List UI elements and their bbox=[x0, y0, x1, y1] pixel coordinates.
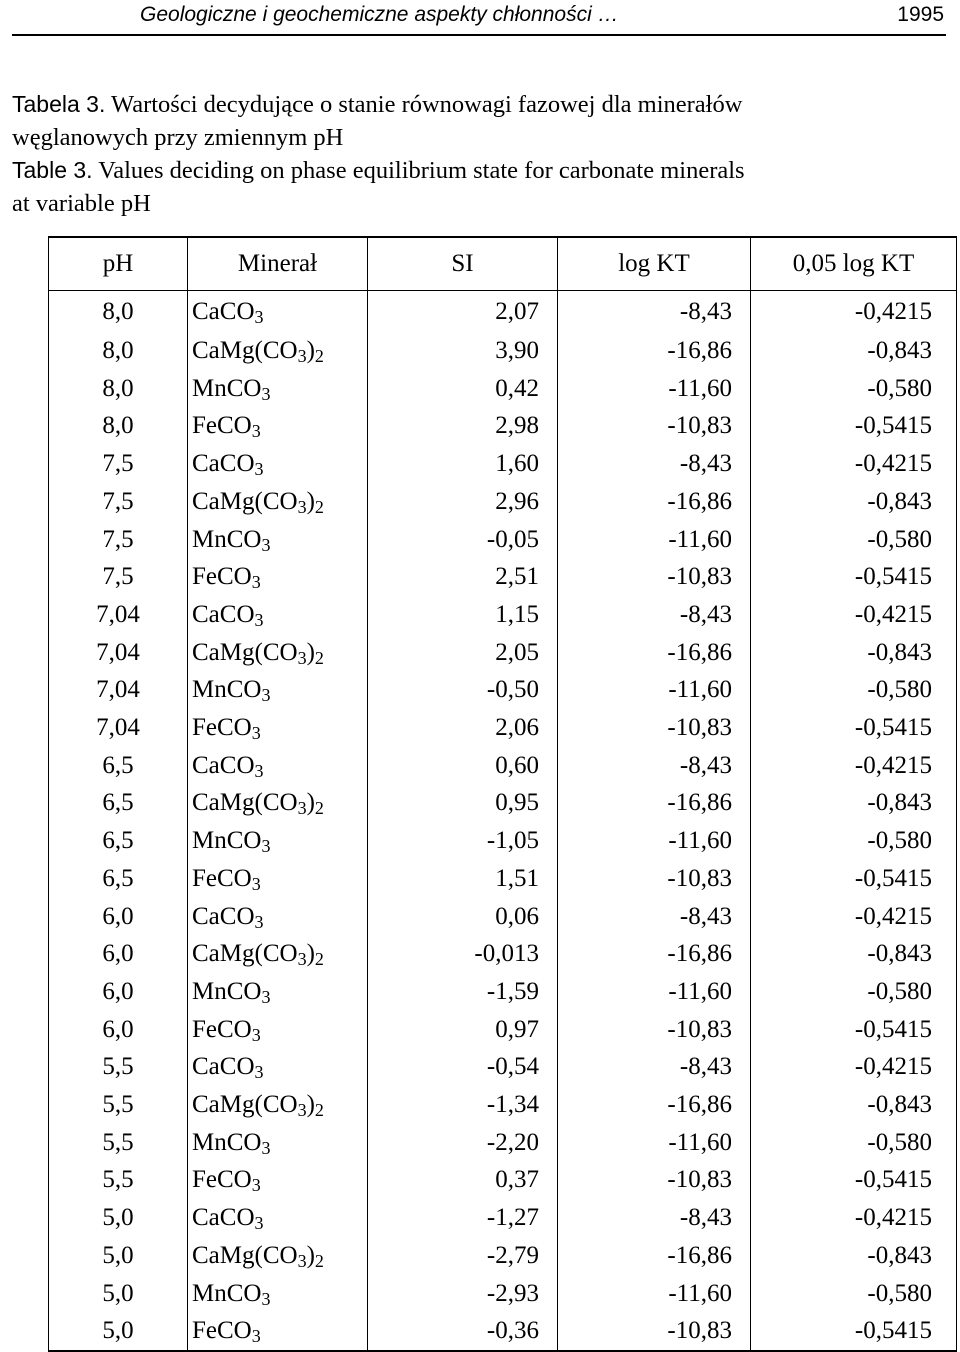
cell-005-log-kt: -0,580 bbox=[751, 1124, 957, 1162]
mineral-formula-subscript-2: 2 bbox=[314, 496, 324, 517]
cell-mineral bbox=[188, 1199, 368, 1237]
cell-log-kt: -10,83 bbox=[558, 860, 751, 898]
mineral-formula-base: CaMg(CO bbox=[192, 337, 298, 364]
table-row bbox=[49, 370, 957, 408]
mineral-formula-subscript: 3 bbox=[251, 1024, 261, 1045]
cell-si: 1,51 bbox=[368, 860, 558, 898]
table-row bbox=[49, 860, 957, 898]
caption-pl-line1 bbox=[12, 88, 952, 122]
cell-si: -1,27 bbox=[368, 1199, 558, 1237]
mineral-formula-base: FeCO bbox=[192, 412, 252, 440]
cell-log-kt: -8,43 bbox=[558, 1048, 751, 1086]
mineral-formula-base: CaMg(CO bbox=[192, 638, 298, 666]
cell-mineral bbox=[188, 1011, 368, 1049]
table-row bbox=[49, 1237, 957, 1275]
mineral-formula-tail: ) bbox=[306, 638, 315, 666]
cell-mineral bbox=[188, 822, 368, 860]
table-row bbox=[49, 1124, 957, 1162]
mineral-formula-base: CaCO bbox=[192, 298, 255, 325]
caption-en-text1: Values deciding on phase equilibrium state for carbonate minerals bbox=[92, 157, 745, 184]
mineral-formula-subscript: 3 bbox=[251, 873, 261, 894]
caption-pl-label: Tabela 3. bbox=[12, 91, 106, 117]
table-row bbox=[49, 445, 957, 483]
mineral-formula-subscript: 3 bbox=[261, 1288, 271, 1309]
cell-005-log-kt: -0,580 bbox=[751, 822, 957, 860]
table-row bbox=[49, 747, 957, 785]
cell-si: 1,60 bbox=[368, 445, 558, 483]
cell-ph: 8,0 bbox=[49, 332, 188, 370]
mineral-formula-tail: ) bbox=[306, 940, 315, 968]
cell-ph: 7,04 bbox=[49, 671, 188, 709]
cell-si: 2,05 bbox=[368, 634, 558, 672]
cell-mineral bbox=[188, 935, 368, 973]
mineral-formula-base: MnCO bbox=[192, 676, 262, 704]
cell-ph: 6,0 bbox=[49, 898, 188, 936]
cell-mineral bbox=[188, 1048, 368, 1086]
cell-ph: 5,0 bbox=[49, 1275, 188, 1313]
mineral-formula-subscript: 3 bbox=[297, 798, 307, 819]
cell-005-log-kt: -0,5415 bbox=[751, 407, 957, 445]
mineral-formula-subscript: 3 bbox=[261, 534, 271, 555]
mineral-formula-subscript: 3 bbox=[251, 421, 261, 442]
cell-si: 2,07 bbox=[368, 291, 558, 333]
mineral-formula-base: MnCO bbox=[192, 374, 262, 402]
mineral-formula-base: CaCO bbox=[192, 450, 255, 478]
mineral-formula-subscript: 3 bbox=[297, 1100, 307, 1121]
cell-mineral bbox=[188, 634, 368, 672]
cell-si: -1,59 bbox=[368, 973, 558, 1011]
cell-mineral bbox=[188, 709, 368, 747]
table-body bbox=[49, 291, 957, 1351]
cell-mineral bbox=[188, 860, 368, 898]
cell-mineral bbox=[188, 332, 368, 370]
mineral-formula-base: MnCO bbox=[192, 977, 262, 1005]
cell-005-log-kt: -0,843 bbox=[751, 483, 957, 521]
header-log-kt: log KT bbox=[558, 237, 751, 291]
mineral-formula-base: CaCO bbox=[192, 600, 255, 628]
cell-ph: 7,5 bbox=[49, 521, 188, 559]
table-caption bbox=[12, 88, 952, 220]
cell-log-kt: -10,83 bbox=[558, 1161, 751, 1199]
mineral-formula-base: FeCO bbox=[192, 563, 252, 591]
mineral-formula-base: FeCO bbox=[192, 1166, 252, 1194]
table-row bbox=[49, 483, 957, 521]
mineral-formula-subscript: 3 bbox=[251, 723, 261, 744]
cell-005-log-kt: -0,4215 bbox=[751, 1199, 957, 1237]
cell-log-kt: -11,60 bbox=[558, 671, 751, 709]
cell-log-kt: -10,83 bbox=[558, 1011, 751, 1049]
mineral-formula-base: CaMg(CO bbox=[192, 1241, 298, 1269]
caption-en-line1 bbox=[12, 154, 952, 188]
mineral-formula-tail: ) bbox=[306, 487, 315, 515]
cell-005-log-kt: -0,843 bbox=[751, 1086, 957, 1124]
cell-si: 2,51 bbox=[368, 558, 558, 596]
mineral-formula-base: CaCO bbox=[192, 751, 255, 779]
cell-ph: 5,0 bbox=[49, 1312, 188, 1351]
mineral-formula-subscript-2: 2 bbox=[314, 798, 324, 819]
mineral-formula-base: MnCO bbox=[192, 525, 262, 553]
cell-ph: 6,5 bbox=[49, 747, 188, 785]
table-row bbox=[49, 1011, 957, 1049]
cell-ph: 6,0 bbox=[49, 935, 188, 973]
cell-log-kt: -10,83 bbox=[558, 558, 751, 596]
table-row bbox=[49, 898, 957, 936]
table-row bbox=[49, 1086, 957, 1124]
cell-ph: 6,0 bbox=[49, 973, 188, 1011]
table-row bbox=[49, 1048, 957, 1086]
cell-log-kt: -10,83 bbox=[558, 709, 751, 747]
table-row bbox=[49, 1275, 957, 1313]
cell-log-kt: -8,43 bbox=[558, 1199, 751, 1237]
mineral-formula-subscript: 3 bbox=[261, 383, 271, 404]
mineral-formula-subscript: 3 bbox=[261, 986, 271, 1007]
mineral-formula-subscript: 3 bbox=[254, 1062, 264, 1083]
cell-log-kt: -16,86 bbox=[558, 1237, 751, 1275]
header-ph: pH bbox=[49, 237, 188, 291]
header-005-log-kt: 0,05 log KT bbox=[751, 237, 957, 291]
table-row bbox=[49, 784, 957, 822]
cell-log-kt: -11,60 bbox=[558, 370, 751, 408]
mineral-formula-subscript: 3 bbox=[254, 911, 264, 932]
mineral-formula-base: CaMg(CO bbox=[192, 487, 298, 515]
mineral-formula-subscript: 3 bbox=[251, 1326, 261, 1347]
cell-mineral bbox=[188, 1275, 368, 1313]
table-row bbox=[49, 709, 957, 747]
table-row bbox=[49, 671, 957, 709]
cell-log-kt: -11,60 bbox=[558, 822, 751, 860]
caption-pl-text1: Wartości decydujące o stanie równowagi fazowej dla minerałów bbox=[105, 91, 743, 118]
cell-si: -0,54 bbox=[368, 1048, 558, 1086]
cell-mineral bbox=[188, 747, 368, 785]
cell-005-log-kt: -0,5415 bbox=[751, 1011, 957, 1049]
header-mineral: Minerał bbox=[188, 237, 368, 291]
mineral-formula-base: CaCO bbox=[192, 1204, 255, 1232]
mineral-formula-subscript: 3 bbox=[261, 685, 271, 706]
cell-005-log-kt: -0,5415 bbox=[751, 558, 957, 596]
cell-mineral bbox=[188, 407, 368, 445]
mineral-formula-subscript: 3 bbox=[251, 1175, 261, 1196]
mineral-formula-base: CaMg(CO bbox=[192, 1091, 298, 1119]
cell-log-kt: -8,43 bbox=[558, 445, 751, 483]
mineral-formula-subscript-2: 2 bbox=[314, 647, 324, 668]
cell-005-log-kt: -0,4215 bbox=[751, 291, 957, 333]
cell-005-log-kt: -0,580 bbox=[751, 1275, 957, 1313]
cell-si: 0,60 bbox=[368, 747, 558, 785]
cell-ph: 5,0 bbox=[49, 1199, 188, 1237]
cell-log-kt: -11,60 bbox=[558, 1275, 751, 1313]
mineral-formula-subscript: 3 bbox=[261, 1137, 271, 1158]
cell-mineral bbox=[188, 291, 368, 333]
cell-si: -0,50 bbox=[368, 671, 558, 709]
cell-log-kt: -11,60 bbox=[558, 973, 751, 1011]
mineral-formula-subscript: 3 bbox=[251, 572, 261, 593]
cell-005-log-kt: -0,580 bbox=[751, 671, 957, 709]
cell-si: -1,34 bbox=[368, 1086, 558, 1124]
cell-ph: 6,0 bbox=[49, 1011, 188, 1049]
cell-log-kt: -8,43 bbox=[558, 596, 751, 634]
cell-mineral bbox=[188, 521, 368, 559]
cell-005-log-kt: -0,580 bbox=[751, 521, 957, 559]
cell-mineral bbox=[188, 483, 368, 521]
cell-si: -2,20 bbox=[368, 1124, 558, 1162]
cell-mineral bbox=[188, 558, 368, 596]
cell-log-kt: -8,43 bbox=[558, 898, 751, 936]
cell-mineral bbox=[188, 1161, 368, 1199]
cell-log-kt: -16,86 bbox=[558, 1086, 751, 1124]
cell-mineral bbox=[188, 370, 368, 408]
table-row bbox=[49, 634, 957, 672]
table-row bbox=[49, 596, 957, 634]
mineral-formula-base: FeCO bbox=[192, 1015, 252, 1043]
cell-si: -0,013 bbox=[368, 935, 558, 973]
mineral-formula-base: MnCO bbox=[192, 1128, 262, 1156]
mineral-formula-base: CaCO bbox=[192, 902, 255, 930]
table-row bbox=[49, 822, 957, 860]
cell-log-kt: -8,43 bbox=[558, 747, 751, 785]
table-row bbox=[49, 1161, 957, 1199]
running-header-title: Geologiczne i geochemiczne aspekty chłonności … bbox=[140, 3, 619, 26]
cell-ph: 8,0 bbox=[49, 407, 188, 445]
cell-si: 3,90 bbox=[368, 332, 558, 370]
cell-005-log-kt: -0,5415 bbox=[751, 709, 957, 747]
mineral-formula-subscript: 3 bbox=[297, 346, 307, 366]
cell-005-log-kt: -0,4215 bbox=[751, 898, 957, 936]
header-si: SI bbox=[368, 237, 558, 291]
cell-si: -0,36 bbox=[368, 1312, 558, 1351]
equilibrium-table bbox=[48, 236, 957, 1352]
table-row bbox=[49, 521, 957, 559]
cell-log-kt: -16,86 bbox=[558, 332, 751, 370]
cell-log-kt: -16,86 bbox=[558, 935, 751, 973]
cell-si: 0,95 bbox=[368, 784, 558, 822]
mineral-formula-subscript-2: 2 bbox=[314, 949, 324, 970]
mineral-formula-subscript-2: 2 bbox=[314, 1100, 324, 1121]
cell-ph: 8,0 bbox=[49, 291, 188, 333]
table-row bbox=[49, 1312, 957, 1351]
cell-log-kt: -16,86 bbox=[558, 634, 751, 672]
cell-mineral bbox=[188, 1086, 368, 1124]
cell-mineral bbox=[188, 445, 368, 483]
mineral-formula-subscript-2: 2 bbox=[314, 346, 324, 366]
cell-mineral bbox=[188, 973, 368, 1011]
cell-log-kt: -11,60 bbox=[558, 1124, 751, 1162]
cell-si: 0,06 bbox=[368, 898, 558, 936]
mineral-formula-base: MnCO bbox=[192, 827, 262, 855]
table-row bbox=[49, 558, 957, 596]
mineral-formula-subscript: 3 bbox=[297, 1250, 307, 1271]
cell-si: 1,15 bbox=[368, 596, 558, 634]
mineral-formula-tail: ) bbox=[306, 1091, 315, 1119]
cell-005-log-kt: -0,4215 bbox=[751, 445, 957, 483]
mineral-formula-base: FeCO bbox=[192, 1317, 252, 1345]
mineral-formula-subscript: 3 bbox=[254, 459, 264, 480]
cell-ph: 7,04 bbox=[49, 596, 188, 634]
cell-mineral bbox=[188, 898, 368, 936]
cell-005-log-kt: -0,843 bbox=[751, 332, 957, 370]
cell-005-log-kt: -0,5415 bbox=[751, 1161, 957, 1199]
cell-mineral bbox=[188, 596, 368, 634]
caption-en-line2: at variable pH bbox=[12, 189, 151, 217]
cell-ph: 6,5 bbox=[49, 784, 188, 822]
cell-mineral bbox=[188, 784, 368, 822]
cell-log-kt: -10,83 bbox=[558, 407, 751, 445]
cell-005-log-kt: -0,5415 bbox=[751, 1312, 957, 1351]
table-row bbox=[49, 407, 957, 445]
cell-005-log-kt: -0,843 bbox=[751, 634, 957, 672]
cell-ph: 7,5 bbox=[49, 445, 188, 483]
cell-ph: 5,5 bbox=[49, 1124, 188, 1162]
cell-ph: 7,04 bbox=[49, 634, 188, 672]
table-row bbox=[49, 1199, 957, 1237]
cell-si: 0,42 bbox=[368, 370, 558, 408]
table-row bbox=[49, 935, 957, 973]
mineral-formula-subscript: 3 bbox=[261, 836, 271, 857]
cell-ph: 5,0 bbox=[49, 1237, 188, 1275]
cell-ph: 5,5 bbox=[49, 1048, 188, 1086]
table-row bbox=[49, 973, 957, 1011]
mineral-formula-subscript: 3 bbox=[254, 609, 264, 630]
cell-005-log-kt: -0,843 bbox=[751, 935, 957, 973]
cell-mineral bbox=[188, 1124, 368, 1162]
cell-ph: 5,5 bbox=[49, 1086, 188, 1124]
mineral-formula-tail: ) bbox=[306, 337, 315, 364]
cell-si: 2,98 bbox=[368, 407, 558, 445]
cell-ph: 7,5 bbox=[49, 483, 188, 521]
mineral-formula-base: FeCO bbox=[192, 864, 252, 892]
cell-si: -2,79 bbox=[368, 1237, 558, 1275]
page-number: 1995 bbox=[897, 3, 944, 26]
cell-mineral bbox=[188, 1237, 368, 1275]
cell-log-kt: -10,83 bbox=[558, 1312, 751, 1351]
cell-005-log-kt: -0,580 bbox=[751, 973, 957, 1011]
table-row bbox=[49, 332, 957, 370]
cell-si: -2,93 bbox=[368, 1275, 558, 1313]
mineral-formula-base: FeCO bbox=[192, 714, 252, 742]
cell-005-log-kt: -0,843 bbox=[751, 1237, 957, 1275]
mineral-formula-base: CaMg(CO bbox=[192, 940, 298, 968]
cell-005-log-kt: -0,580 bbox=[751, 370, 957, 408]
mineral-formula-base: CaCO bbox=[192, 1053, 255, 1081]
mineral-formula-subscript: 3 bbox=[254, 760, 264, 781]
caption-en-label: Table 3. bbox=[12, 157, 93, 183]
cell-ph: 6,5 bbox=[49, 860, 188, 898]
cell-log-kt: -16,86 bbox=[558, 784, 751, 822]
cell-005-log-kt: -0,4215 bbox=[751, 596, 957, 634]
cell-si: 2,96 bbox=[368, 483, 558, 521]
cell-log-kt: -8,43 bbox=[558, 291, 751, 333]
cell-si: -1,05 bbox=[368, 822, 558, 860]
cell-log-kt: -11,60 bbox=[558, 521, 751, 559]
cell-ph: 8,0 bbox=[49, 370, 188, 408]
table-row bbox=[49, 291, 957, 333]
mineral-formula-subscript: 3 bbox=[297, 647, 307, 668]
mineral-formula-tail: ) bbox=[306, 1241, 315, 1269]
cell-005-log-kt: -0,4215 bbox=[751, 1048, 957, 1086]
cell-si: 0,37 bbox=[368, 1161, 558, 1199]
mineral-formula-base: CaMg(CO bbox=[192, 789, 298, 817]
cell-log-kt: -16,86 bbox=[558, 483, 751, 521]
mineral-formula-subscript: 3 bbox=[297, 496, 307, 517]
cell-005-log-kt: -0,843 bbox=[751, 784, 957, 822]
mineral-formula-subscript: 3 bbox=[254, 307, 264, 327]
cell-005-log-kt: -0,4215 bbox=[751, 747, 957, 785]
caption-pl-line2: węglanowych przy zmiennym pH bbox=[12, 123, 344, 151]
cell-mineral bbox=[188, 671, 368, 709]
cell-ph: 6,5 bbox=[49, 822, 188, 860]
mineral-formula-subscript: 3 bbox=[254, 1213, 264, 1234]
cell-ph: 7,5 bbox=[49, 558, 188, 596]
mineral-formula-subscript-2: 2 bbox=[314, 1250, 324, 1271]
cell-si: -0,05 bbox=[368, 521, 558, 559]
cell-ph: 5,5 bbox=[49, 1161, 188, 1199]
cell-si: 0,97 bbox=[368, 1011, 558, 1049]
mineral-formula-tail: ) bbox=[306, 789, 315, 817]
cell-si: 2,06 bbox=[368, 709, 558, 747]
running-header bbox=[12, 0, 946, 36]
cell-mineral bbox=[188, 1312, 368, 1351]
cell-005-log-kt: -0,5415 bbox=[751, 860, 957, 898]
table-header-row bbox=[49, 237, 957, 291]
cell-ph: 7,04 bbox=[49, 709, 188, 747]
mineral-formula-base: MnCO bbox=[192, 1279, 262, 1307]
mineral-formula-subscript: 3 bbox=[297, 949, 307, 970]
